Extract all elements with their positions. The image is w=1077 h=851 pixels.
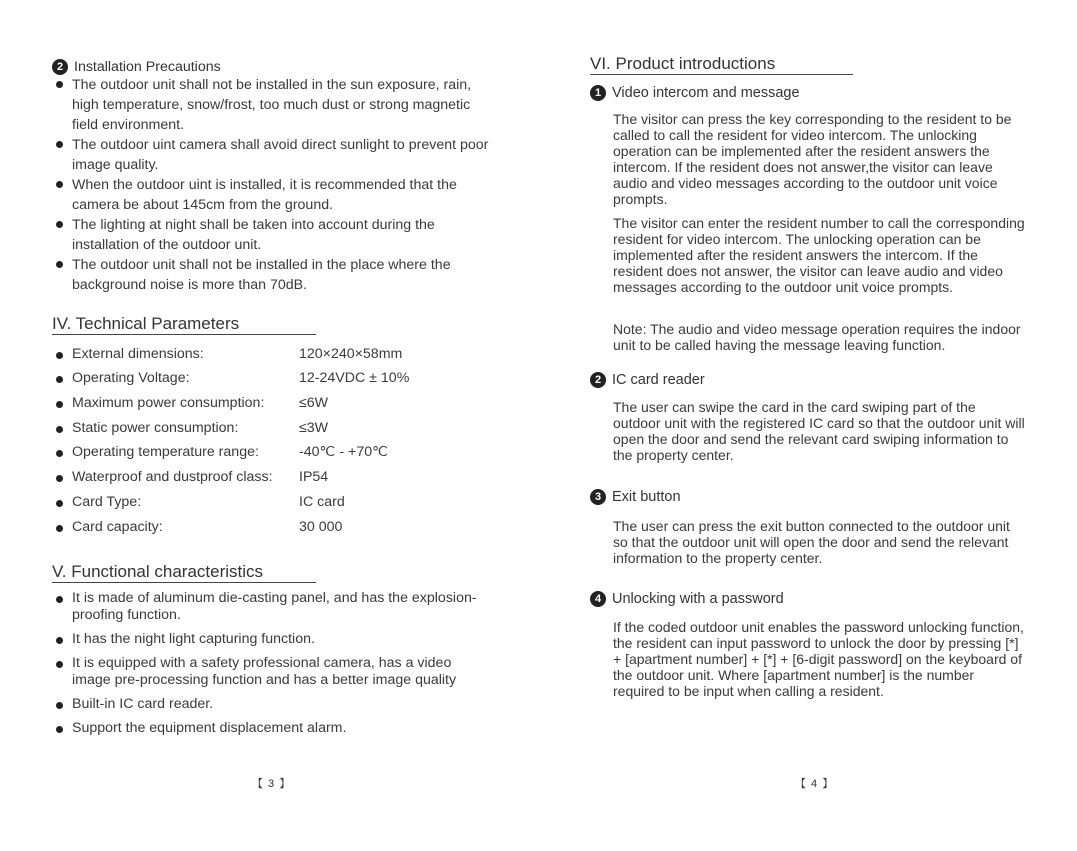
circled-number-3-icon: 3 bbox=[590, 489, 606, 505]
paragraph: If the coded outdoor unit enables the password unlocking function, the resident can input password to unlock the door by pressing [*] + [apartment number] + [*] + [6-digit password] on the keyboard of the outdoor unit. Where [apartment number] is the number required to be input when calling a resident. bbox=[613, 619, 1024, 699]
list-item: The outdoor unit shall not be installed in the place where the background noise is more than 70dB. bbox=[52, 255, 492, 295]
circled-number-2-icon: 2 bbox=[590, 372, 606, 388]
list-item: The outdoor uint camera shall avoid direct sunlight to prevent poor image quality. bbox=[52, 135, 492, 175]
technical-title: IV. Technical Parameters bbox=[52, 314, 240, 333]
precautions-heading bbox=[52, 58, 221, 76]
bullet-icon bbox=[56, 661, 63, 668]
precautions-list bbox=[52, 75, 492, 295]
circled-number-2-icon: 2 bbox=[52, 59, 68, 75]
bullet-icon bbox=[56, 475, 63, 482]
list-item: The outdoor unit shall not be installed in the sun exposure, rain, high temperature, snow/frost, too much dust or strong magnetic field environment. bbox=[52, 75, 492, 135]
paragraph: The visitor can press the key corresponding to the resident to be called to call the resident for video intercom. The unlocking operation can be implemented after the resident answers the intercom. If the resident does not answer,the visitor can leave audio and video messages according to the outdoor unit voice prompts. bbox=[613, 111, 1012, 207]
param-row: External dimensions: 120×240×58mm bbox=[52, 346, 502, 366]
section-heading: 1 Video intercom and message bbox=[590, 84, 800, 102]
circled-number-1-icon: 1 bbox=[590, 85, 606, 101]
list-item: The lighting at night shall be taken into account during the installation of the outdoor unit. bbox=[52, 215, 492, 255]
bullet-icon bbox=[56, 81, 63, 88]
functional-title: V. Functional characteristics bbox=[52, 562, 264, 581]
section-heading: 4 Unlocking with a password bbox=[590, 590, 784, 608]
list-item: It is made of aluminum die-casting panel, and has the explosion-proofing function. bbox=[52, 590, 492, 624]
bullet-icon bbox=[56, 141, 63, 148]
param-row: Static power consumption: ≤3W bbox=[52, 420, 502, 440]
bullet-icon bbox=[56, 702, 63, 709]
bullet-icon bbox=[56, 596, 63, 603]
product-title: VI. Product introductions bbox=[590, 54, 776, 73]
circled-number-4-icon: 4 bbox=[590, 591, 606, 607]
list-item: Support the equipment displacement alarm. bbox=[52, 720, 492, 737]
bullet-icon bbox=[56, 637, 63, 644]
bullet-icon bbox=[56, 401, 63, 408]
param-row: Waterproof and dustproof class: IP54 bbox=[52, 469, 502, 489]
list-item: It has the night light capturing function. bbox=[52, 631, 492, 648]
paragraph: The user can swipe the card in the card swiping part of the outdoor unit with the registered IC card so that the outdoor unit will open the door and send the relevant card swiping information to the property center. bbox=[613, 399, 1025, 463]
paragraph: The user can press the exit button connected to the outdoor unit so that the outdoor unit will open the door and send the relevant information to the property center. bbox=[613, 518, 1010, 566]
precautions-title: Installation Precautions bbox=[74, 59, 221, 75]
bullet-icon bbox=[56, 261, 63, 268]
bullet-icon bbox=[56, 352, 63, 359]
list-item: When the outdoor uint is installed, it is recommended that the camera be about 145cm from the ground. bbox=[52, 175, 492, 215]
page-number: 【 3 】 bbox=[252, 778, 292, 790]
list-item: Built-in IC card reader. bbox=[52, 696, 492, 713]
section-heading: 3 Exit button bbox=[590, 488, 681, 506]
param-row: Operating temperature range: -40℃ - +70℃ bbox=[52, 444, 502, 464]
bullet-icon bbox=[56, 726, 63, 733]
bullet-icon bbox=[56, 525, 63, 532]
param-row: Card Type: IC card bbox=[52, 494, 502, 514]
page-number: 【 4 】 bbox=[795, 778, 835, 790]
bullet-icon bbox=[56, 500, 63, 507]
bullet-icon bbox=[56, 376, 63, 383]
paragraph: The visitor can enter the resident number to call the corresponding resident for video intercom. The unlocking operation can be implemented after the resident answers the intercom. If the resident does not answer, the visitor can leave audio and video messages according to the outdoor unit voice prompts. bbox=[613, 215, 1025, 295]
functional-list bbox=[52, 590, 492, 737]
param-row: Operating Voltage: 12-24VDC ± 10% bbox=[52, 370, 502, 390]
product-title-wrap bbox=[590, 54, 853, 75]
bullet-icon bbox=[56, 181, 63, 188]
param-row: Maximum power consumption: ≤6W bbox=[52, 395, 502, 415]
paragraph: Note: The audio and video message operation requires the indoor unit to be called having the message leaving function. bbox=[613, 321, 1021, 353]
section-heading: 2 IC card reader bbox=[590, 371, 705, 389]
bullet-icon bbox=[56, 426, 63, 433]
functional-title-wrap bbox=[52, 562, 316, 583]
technical-title-wrap bbox=[52, 314, 316, 335]
list-item: It is equipped with a safety professional camera, has a video image pre-processing function and has a better image quality bbox=[52, 655, 492, 689]
bullet-icon bbox=[56, 450, 63, 457]
bullet-icon bbox=[56, 221, 63, 228]
param-row: Card capacity: 30 000 bbox=[52, 519, 502, 539]
